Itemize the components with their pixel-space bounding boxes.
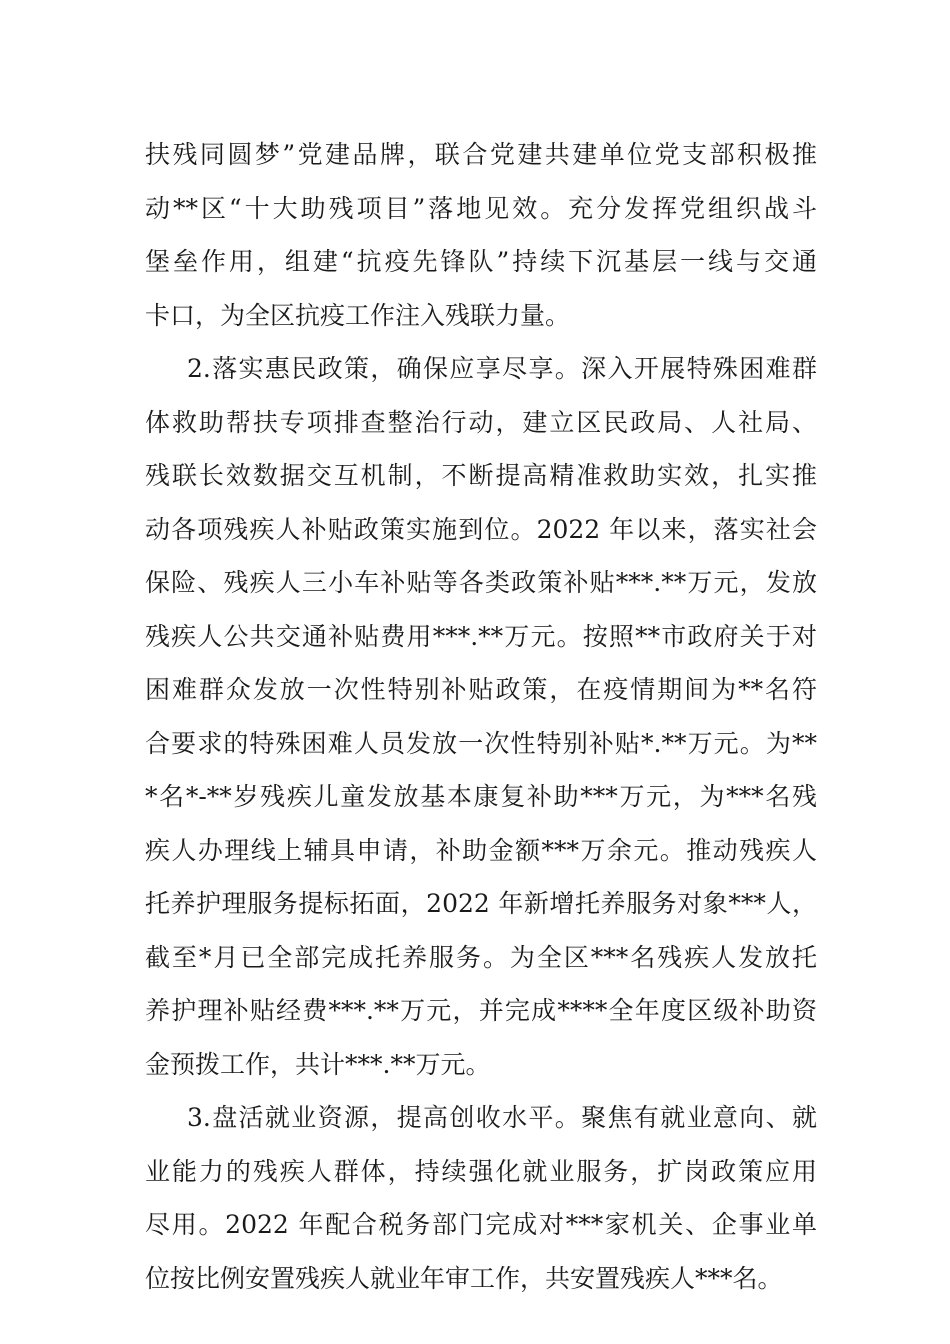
text-line: 困难群众发放一次性特别补贴政策，在疫情期间为**名符: [145, 675, 817, 704]
text-line: 养护理补贴经费***.**万元，并完成****全年度区级补助资: [145, 996, 817, 1025]
document-body: [145, 128, 817, 1305]
text-line: 位按比例安置残疾人就业年审工作，共安置残疾人***名。: [145, 1263, 783, 1293]
paragraph-party-building: [145, 128, 817, 342]
text-line: 动**区“十大助残项目”落地见效。充分发挥党组织战斗: [145, 193, 817, 223]
text-line: 保险、残疾人三小车补贴等各类政策补贴***.**万元，发放: [145, 568, 817, 597]
text-line: 业能力的残疾人群体，持续强化就业服务，扩岗政策应用: [145, 1156, 817, 1186]
text-line: 2.落实惠民政策，确保应享尽享。深入开展特殊困难群: [187, 354, 817, 383]
text-line: 金预拨工作，共计***.**万元。: [145, 1049, 491, 1079]
paragraph-employment: [145, 1091, 817, 1305]
text-line: 3.盘活就业资源，提高创收水平。聚焦有就业意向、就: [187, 1103, 817, 1132]
text-line: 托养护理服务提标拓面，2022 年新增托养服务对象***人，: [145, 889, 817, 918]
text-line: 疾人办理线上辅具申请，补助金额***万余元。推动残疾人: [145, 835, 817, 865]
text-line: 体救助帮扶专项排查整治行动，建立区民政局、人社局、: [145, 407, 817, 437]
text-line: 截至*月已全部完成托养服务。为全区***名残疾人发放托: [145, 942, 817, 972]
text-line: 合要求的特殊困难人员发放一次性特别补贴*.**万元。为**: [145, 728, 817, 758]
text-line: 残疾人公共交通补贴费用***.**万元。按照**市政府关于对: [145, 621, 817, 651]
text-line: 残联长效数据交互机制，不断提高精准救助实效，扎实推: [145, 461, 817, 490]
text-line: 动各项残疾人补贴政策实施到位。2022 年以来，落实社会: [145, 514, 817, 544]
text-line: 堡垒作用，组建“抗疫先锋队”持续下沉基层一线与交通: [145, 247, 817, 276]
text-line: 尽用。2022 年配合税务部门完成对***家机关、企事业单: [145, 1210, 817, 1239]
text-line: 扶残同圆梦”党建品牌，联合党建共建单位党支部积极推: [145, 140, 817, 169]
paragraph-policy-implementation: [145, 342, 817, 1091]
text-line: 卡口，为全区抗疫工作注入残联力量。: [145, 300, 571, 330]
text-line: *名*-**岁残疾儿童发放基本康复补助***万元，为***名残: [145, 782, 817, 811]
